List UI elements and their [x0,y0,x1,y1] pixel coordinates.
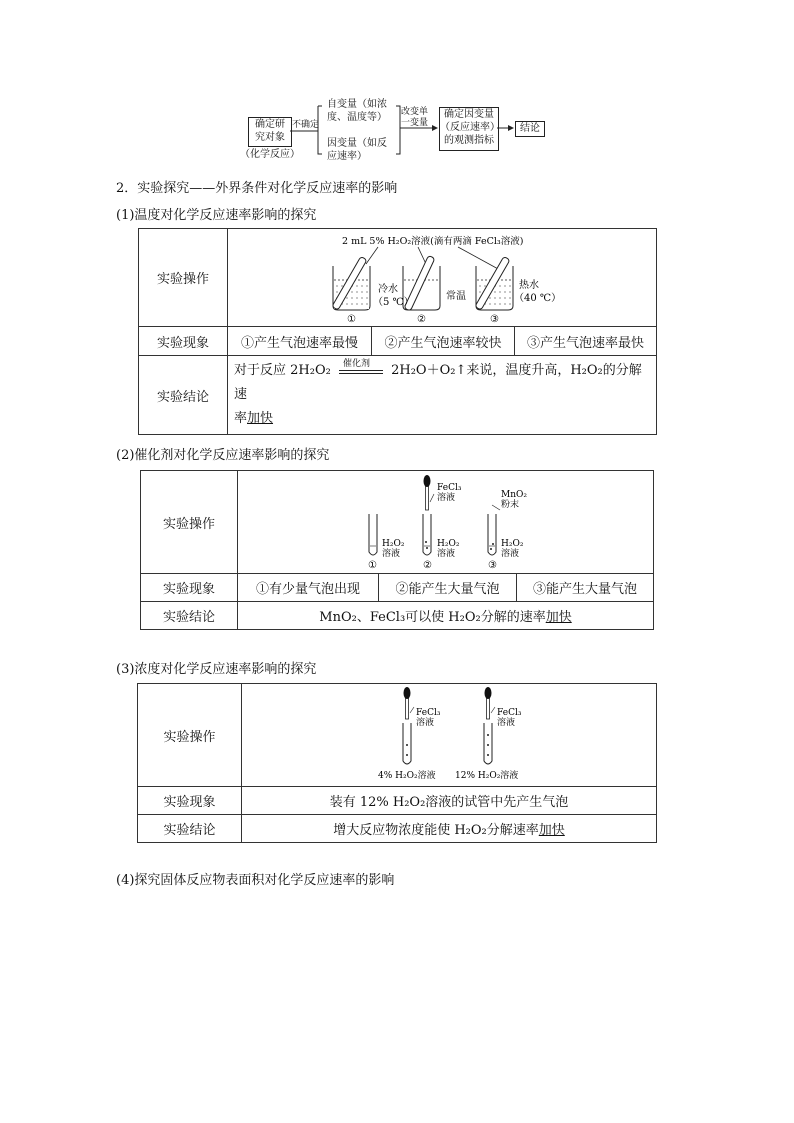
reaction-arrow [339,358,383,378]
figure-label: 冷水 [378,283,398,295]
section-title: 2．实验探究——外界条件对化学反应速率的影响 [116,181,398,196]
row-label: 实验现象 [139,327,228,356]
flow-line: 应速率） [327,151,367,162]
row-label: 实验现象 [138,787,242,815]
row-label: 实验现象 [141,574,238,602]
figure-label: ② [423,559,432,571]
figure-label: 12% H₂O₂溶液 [455,770,519,781]
observation-cell: ②能产生大量气泡 [379,574,517,602]
figure-label: 粉末 [501,499,520,510]
conclusion-text: 对于反应 2H₂O₂ [234,363,331,378]
figure-label: ① [347,313,356,325]
heading-surface-area: (4)探究固体反应物表面积对化学反应速率的影响 [116,873,395,888]
figure-label: （40 ℃） [514,292,562,304]
beaker-hot [475,256,513,310]
test-tube-with-dropper [484,687,492,764]
test-tube-with-dropper [423,475,431,555]
figure-label: FeCl₃ [416,707,441,718]
row-label: 实验操作 [138,684,242,787]
heading-temperature: (1)温度对化学反应速率影响的探究 [116,208,317,223]
figure-caption: 2 mL 5% H₂O₂溶液(滴有两滴 FeCl₃溶液) [342,235,524,247]
figure-label: ③ [490,313,499,325]
operation-figure-cell [228,229,657,327]
test-tube [488,514,496,555]
temperature-apparatus-figure [228,230,656,326]
row-label: 实验结论 [141,602,238,630]
table-catalyst [140,470,654,630]
table-temperature [138,228,657,435]
test-tube [369,514,377,555]
flow-box-line: 的观测指标 [444,135,494,146]
figure-label: 热水 [519,279,539,291]
beaker-cold [332,256,370,310]
conclusion-cell [242,815,657,843]
observation-cell: ③能产生大量气泡 [517,574,654,602]
flow-line: 因变量（如反 [327,138,387,149]
figure-label: H₂O₂ [437,538,460,549]
observation-cell: 装有 12% H₂O₂溶液的试管中先产生气泡 [242,787,657,815]
figure-label: ③ [488,559,497,571]
observation-cell: ②产生气泡速率较快 [372,327,515,356]
flow-arrow-label: 不确定 [292,120,320,130]
flow-connectors [0,0,794,180]
figure-label: （5 ℃） [373,296,414,308]
figure-label: 溶液 [382,548,401,559]
figure-label: FeCl₃ [437,482,462,493]
flow-line: 改变单 [401,107,429,117]
figure-label: MnO₂ [501,489,527,500]
observation-cell: ①产生气泡速率最慢 [228,327,372,356]
figure-label: 溶液 [437,492,456,503]
row-label: 实验结论 [138,815,242,843]
conclusion-key-word: 加快 [538,823,565,838]
conclusion-cell [228,356,657,435]
flow-line: 度、温度等） [327,112,387,123]
conclusion-text: 率 [234,411,248,426]
flow-box-conclusion: 结论 [515,121,545,137]
flow-box-line: 确定研 [255,119,285,130]
figure-label: H₂O₂ [501,538,524,549]
figure-label: 溶液 [437,548,456,559]
figure-label: 溶液 [501,548,520,559]
conclusion-text: 增大反应物浓度能使 H₂O₂分解速率 [333,823,539,838]
row-label: 实验结论 [139,356,228,435]
flow-box-line: 确定因变量 [444,109,494,120]
conclusion-key-word: 加快 [247,411,274,426]
figure-label: 溶液 [497,717,516,728]
conclusion-text: MnO₂、FeCl₃可以使 H₂O₂分解的速率 [319,610,546,625]
flow-line: 一变量 [401,118,429,128]
flow-box-line: （反应速率） [440,122,500,133]
flow-bracket [396,106,400,154]
figure-label: FeCl₃ [497,707,522,718]
figure-label: 4% H₂O₂溶液 [378,770,436,781]
heading-catalyst: (2)催化剂对化学反应速率影响的探究 [116,448,330,463]
flow-box-line: 究对象 [255,132,285,143]
observation-cell: ①有少量气泡出现 [238,574,379,602]
catalyst-label: 催化剂 [342,358,370,369]
concentration-apparatus-figure [242,685,656,786]
figure-label: H₂O₂ [382,538,405,549]
conclusion-key-word: 加快 [545,610,572,625]
flow-bracket [318,106,322,154]
row-label: 实验操作 [139,229,228,327]
operation-figure-cell [238,471,654,574]
figure-label: ① [368,559,377,571]
table-concentration [137,683,657,843]
row-label: 实验操作 [141,471,238,574]
flow-line: 自变量（如浓 [327,99,387,110]
figure-label: 常温 [446,290,466,302]
figure-label: ② [417,313,426,325]
flow-box-subtitle: （化学反应） [240,149,300,160]
operation-figure-cell [242,684,657,787]
figure-label: 溶液 [416,717,435,728]
heading-concentration: (3)浓度对化学反应速率影响的探究 [116,662,317,677]
conclusion-cell [238,602,654,630]
test-tube-with-dropper [403,687,411,764]
conclusion-text: 2H₂O＋O₂↑来说，温度升高，H₂O₂的分解速 [234,363,642,402]
observation-cell: ③产生气泡速率最快 [515,327,657,356]
catalyst-apparatus-figure [238,472,653,573]
